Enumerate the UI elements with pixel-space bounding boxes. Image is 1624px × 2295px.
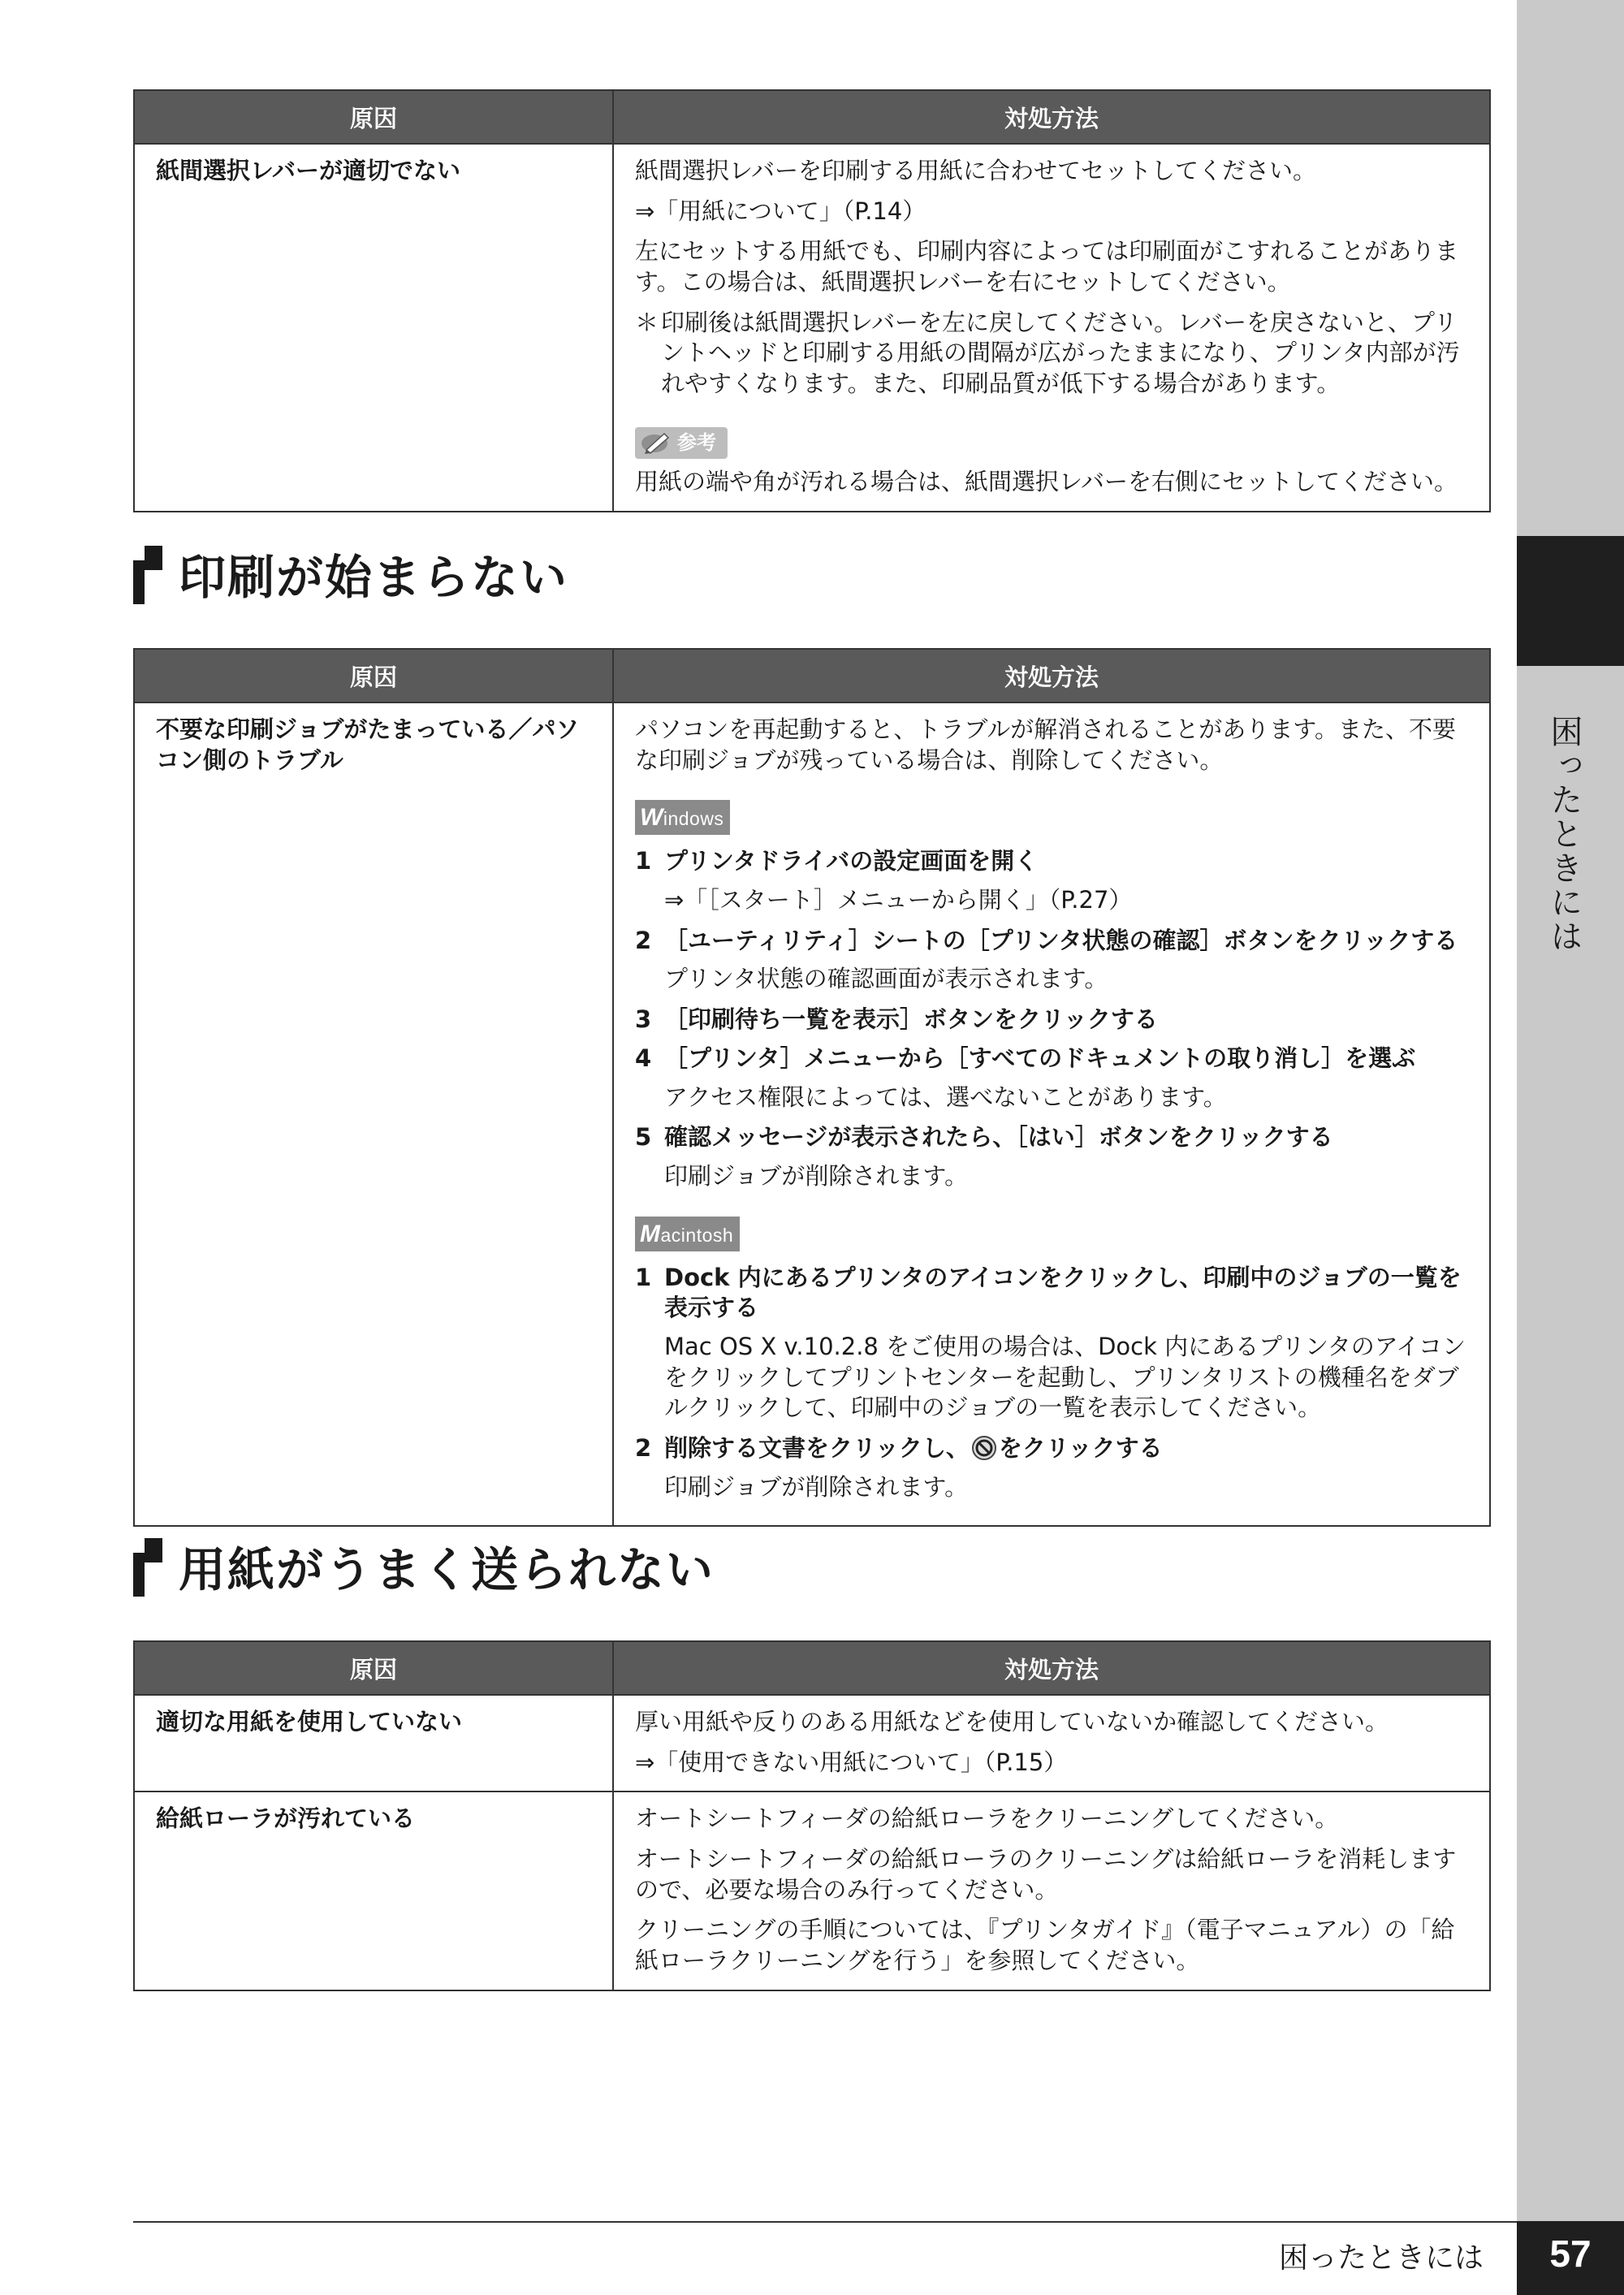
col-header-cause: 原因 <box>134 649 613 702</box>
heading-marker <box>133 542 166 604</box>
remedy-text: 左にセットする用紙でも、印刷内容によっては印刷面がこすれることがあります。この場合は、紙間選択レバーを右にセットしてください。 <box>635 237 1459 296</box>
section-title: 用紙がうまく送られない <box>179 1542 715 1597</box>
cause-cell: 給紙ローラが汚れている <box>134 1791 613 1990</box>
step: 2 削除する文書をクリックし、 をクリックする <box>635 1434 1163 1462</box>
step: 3 ［印刷待ち一覧を表示］ボタンをクリックする <box>635 1005 1158 1034</box>
step: 1 Dock 内にあるプリンタのアイコンをクリックし、印刷中のジョブの一覧を表示する <box>635 1263 1462 1322</box>
side-tab-marker <box>1517 536 1624 666</box>
step-detail: Mac OS X v.10.2.8 をご使用の場合は、Dock 内にあるプリンタのアイコンをクリックしてプリントセンターを起動し、プリンタリストの機種名をダブルクリックして、印刷中のジョブの一覧を表示してください。 <box>664 1332 1466 1422</box>
table-row <box>134 1791 1490 1990</box>
remedy-text: オートシートフィーダの給紙ローラのクリーニングは給紙ローラを消耗しますので、必要な場合のみ行ってください。 <box>635 1845 1457 1904</box>
footer-chapter: 困ったときには <box>1279 2241 1484 2275</box>
windows-badge: Windows <box>635 800 730 835</box>
step: 1 プリンタドライバの設定画面を開く <box>635 847 1039 875</box>
col-header-cause: 原因 <box>134 90 613 144</box>
asterisk-mark: ＊ <box>635 308 659 336</box>
section-heading-paper-feed <box>133 1532 715 1600</box>
table-row <box>134 1695 1490 1791</box>
cause-cell: 適切な用紙を使用していない <box>134 1695 613 1791</box>
reference-link[interactable]: ⇒「用紙について」（P.14） <box>635 197 926 225</box>
side-strip <box>1517 0 1624 2295</box>
remedy-cell <box>613 1791 1490 1990</box>
col-header-cause: 原因 <box>134 1641 613 1695</box>
col-header-remedy: 対処方法 <box>613 649 1490 702</box>
remedy-cell <box>613 1695 1490 1791</box>
step-detail: アクセス権限によっては、選べないことがあります。 <box>664 1083 1227 1111</box>
col-header-remedy: 対処方法 <box>613 1641 1490 1695</box>
step-detail: 印刷ジョブが削除されます。 <box>664 1161 969 1190</box>
cause-cell: 紙間選択レバーが適切でない <box>134 144 613 512</box>
remedy-text: クリーニングの手順については、『プリンタガイド』（電子マニュアル）の「給紙ローラクリーニングを行う」を参照してください。 <box>635 1916 1455 1975</box>
delete-job-icon <box>971 1435 997 1461</box>
remedy-text: 紙間選択レバーを印刷する用紙に合わせてセットしてください。 <box>635 157 1316 184</box>
remedy-cell <box>613 702 1490 1526</box>
remedy-cell <box>613 144 1490 512</box>
caution-note <box>635 308 1468 400</box>
step: 4 ［プリンタ］メニューから［すべてのドキュメントの取り消し］を選ぶ <box>635 1044 1416 1072</box>
reference-badge <box>635 427 728 459</box>
section-heading-no-print <box>133 539 568 607</box>
reference-link[interactable]: ⇒「［スタート］メニューから開く」（P.27） <box>664 886 1133 914</box>
side-tab-label: 困ったときには <box>1545 715 1583 953</box>
footer-rule <box>133 2221 1517 2223</box>
col-header-remedy: 対処方法 <box>613 90 1490 144</box>
reference-text: 用紙の端や角が汚れる場合は、紙間選択レバーを右側にセットしてください。 <box>635 468 1458 495</box>
reference-link[interactable]: ⇒「使用できない用紙について」（P.15） <box>635 1748 1068 1776</box>
table-paper-feed <box>133 1640 1491 1991</box>
step-detail: プリンタ状態の確認画面が表示されます。 <box>664 965 1108 993</box>
macintosh-badge: Macintosh <box>635 1217 740 1251</box>
pencil-icon <box>640 430 672 455</box>
cause-cell: 不要な印刷ジョブがたまっている／パソコン側のトラブル <box>134 702 613 1526</box>
table-lever <box>133 89 1491 512</box>
caution-text: 印刷後は紙間選択レバーを左に戻してください。レバーを戻さないと、プリントヘッドと印刷する用紙の間隔が広がったままになり、プリンタ内部が汚れやすくなります。また、印刷品質が低下する場合があります。 <box>661 308 1460 398</box>
step-detail: 印刷ジョブが削除されます。 <box>664 1472 969 1501</box>
step: 5 確認メッセージが表示されたら、［はい］ボタンをクリックする <box>635 1123 1333 1152</box>
table-no-print <box>133 648 1491 1527</box>
page-number: 57 <box>1549 2232 1592 2275</box>
reference-label: 参考 <box>677 430 716 454</box>
step: 2 ［ユーティリティ］シートの［プリンタ状態の確認］ボタンをクリックする <box>635 926 1458 954</box>
section-title: 印刷が始まらない <box>179 550 569 605</box>
remedy-text: オートシートフィーダの給紙ローラをクリーニングしてください。 <box>635 1804 1339 1833</box>
heading-marker <box>133 1535 166 1597</box>
remedy-text: パソコンを再起動すると、トラブルが解消されることがあります。また、不要な印刷ジョブが残っている場合は、削除してください。 <box>635 715 1456 774</box>
remedy-text: 厚い用紙や反りのある用紙などを使用していないか確認してください。 <box>635 1708 1389 1735</box>
